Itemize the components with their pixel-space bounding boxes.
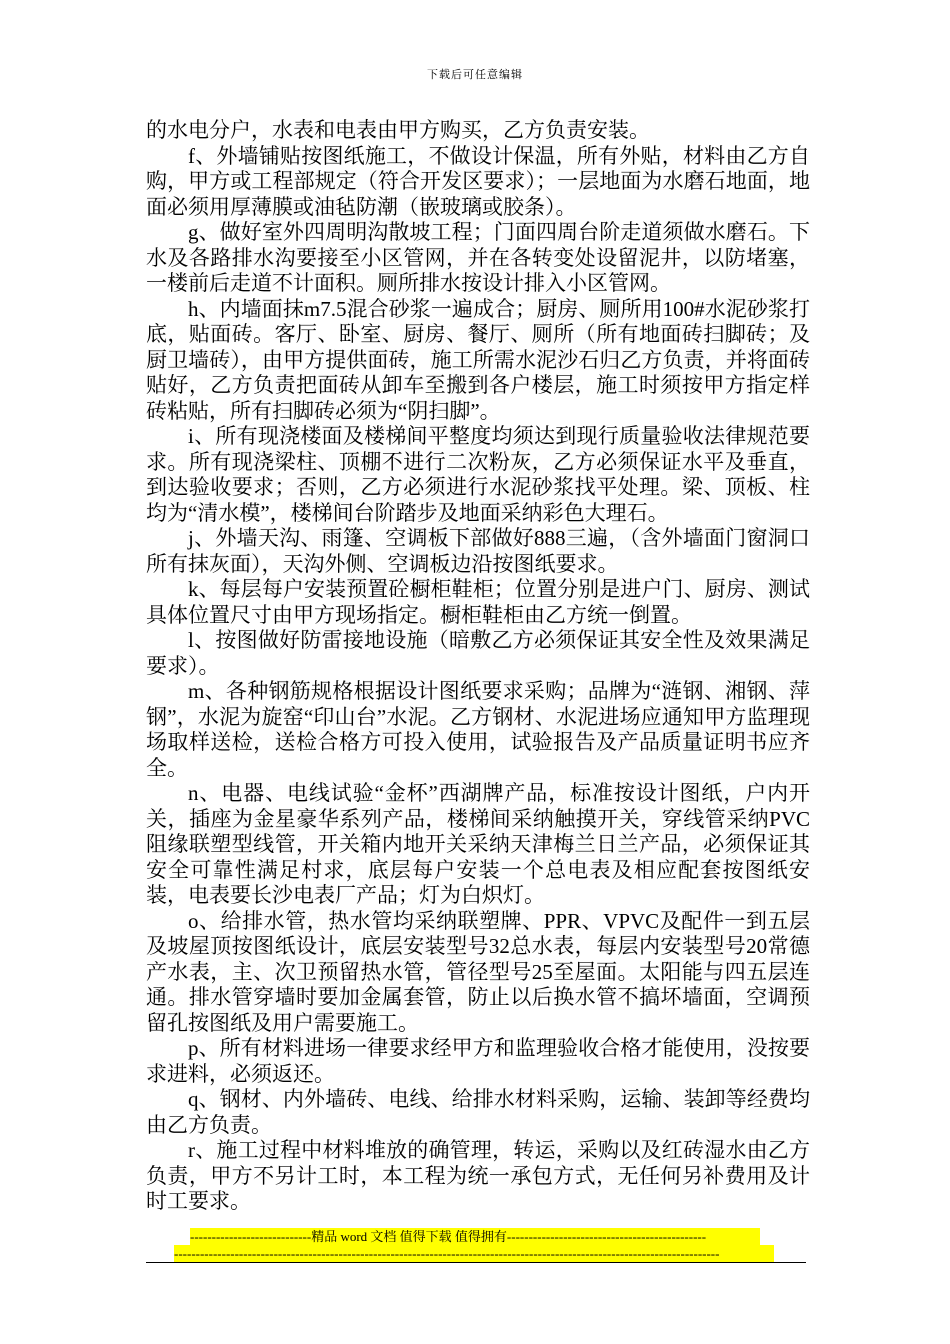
footer-dash-line: ------------------------------------------------------------------------------------------------------------------------------	[174, 1245, 774, 1262]
paragraph: g、做好室外四周明沟散坡工程；门面四周台阶走道须做水磨石。下水及各路排水沟要接至小区管网，并在各转变处设留泥井，以防堵塞，一楼前后走道不计面积。厕所排水按设计排入小区管网。	[146, 220, 810, 295]
paragraph: h、内墙面抹m7.5混合砂浆一遍成合；厨房、厕所用100#水泥砂浆打底，贴面砖。客厅、卧室、厨房、餐厅、厕所（所有地面砖扫脚砖；及厨卫墙砖），由甲方提供面砖，施工所需水泥沙石归乙方负责，并将面砖贴好，乙方负责把面砖从卸车至搬到各户楼层，施工时须按甲方指定样砖粘贴，所有扫脚砖必须为“阴扫脚”。	[146, 296, 810, 423]
footer-banner-line: ----------------------------精品 word 文档 值得下载 值得拥有----------------------------------------------	[190, 1228, 760, 1246]
footer-rule	[146, 1262, 806, 1263]
paragraph: n、电器、电线试验“金杯”西湖牌产品，标准按设计图纸，户内开关，插座为金星豪华系列产品，楼梯间采纳触摸开关，穿线管采纳PVC阻缘联塑型线管，开关箱内地开关采纳天津梅兰日兰产品，必须保证其安全可靠性满足村求，底层每户安装一个总电表及相应配套按图纸安装，电表要长沙电表厂产品；灯为白炽灯。	[146, 781, 810, 907]
page-header: 下载后可任意编辑	[427, 68, 523, 81]
paragraph: f、外墙铺贴按图纸施工，不做设计保温，所有外贴，材料由乙方自购，甲方或工程部规定（符合开发区要求）；一层地面为水磨石地面，地面必须用厚薄膜或油毡防潮（嵌玻璃或胶条）。	[146, 143, 810, 219]
paragraph: r、施工过程中材料堆放的确管理，转运，采购以及红砖湿水由乙方负责，甲方不另计工时，本工程为统一承包方式，无任何另补费用及计时工要求。	[146, 1138, 810, 1213]
paragraph: l、按图做好防雷接地设施（暗敷乙方必须保证其安全性及效果满足要求）。	[146, 628, 810, 678]
paragraph: k、每层每户安装预置砼橱柜鞋柜；位置分别是进户门、厨房、测试具体位置尺寸由甲方现场指定。橱柜鞋柜由乙方统一倒置。	[146, 577, 810, 627]
paragraph: 的水电分户，水表和电表由甲方购买，乙方负责安装。	[146, 118, 650, 142]
paragraph: p、所有材料进场一律要求经甲方和监理验收合格才能使用，没按要求进料，必须返还。	[146, 1036, 810, 1086]
document-body	[146, 118, 810, 1215]
paragraph: m、各种钢筋规格根据设计图纸要求采购；品牌为“涟钢、湘钢、萍钢”，水泥为旋窑“印山台”水泥。乙方钢材、水泥进场应通知甲方监理现场取样送检，送检合格方可投入使用，试验报告及产品质量证明书应齐全。	[146, 679, 810, 780]
paragraph: j、外墙天沟、雨篷、空调板下部做好888三遍，（含外墙面门窗洞口所有抹灰面），天沟外侧、空调板边沿按图纸要求。	[146, 526, 810, 576]
paragraph: q、钢材、内外墙砖、电线、给排水材料采购，运输、装卸等经费均由乙方负责。	[146, 1087, 810, 1137]
paragraph: o、给排水管，热水管均采纳联塑牌、PPR、VPVC及配件一到五层及坡屋顶按图纸设计，底层安装型号32总水表，每层内安装型号20常德产水表，主、次卫预留热水管，管径型号25至屋面。太阳能与四五层连通。排水管穿墙时要加金属套管，防止以后换水管不搞坏墙面，空调预留孔按图纸及用户需要施工。	[146, 908, 810, 1035]
paragraph: i、所有现浇楼面及楼梯间平整度均须达到现行质量验收法律规范要求。所有现浇梁柱、顶棚不进行二次粉灰，乙方必须保证水平及垂直，到达验收要求；否则，乙方必须进行水泥砂浆找平处理。梁、顶板、柱均为“清水模”，楼梯间台阶踏步及地面采纳彩色大理石。	[146, 424, 810, 525]
